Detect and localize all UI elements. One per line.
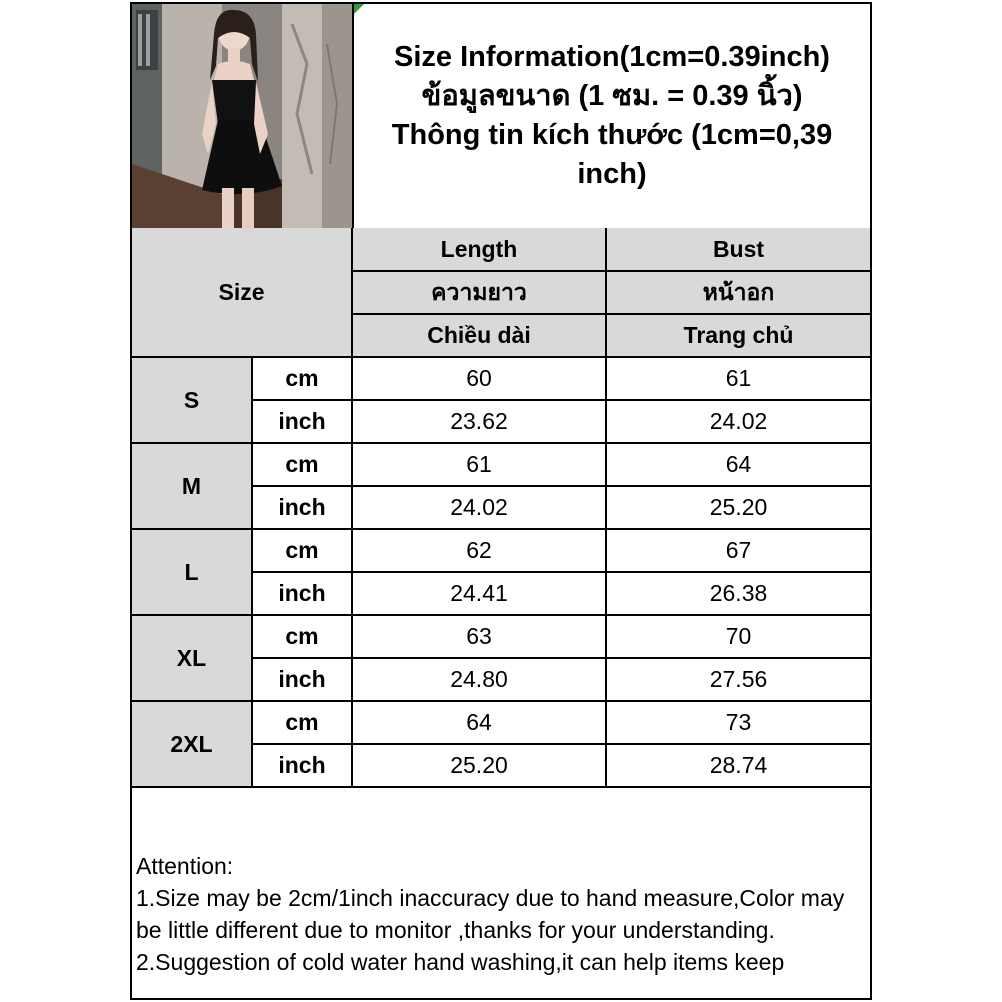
length-header-en: Length <box>352 228 606 271</box>
title-vietnamese: Thông tin kích thước (1cm=0,39 inch) <box>391 119 833 190</box>
bust-value: 64 <box>606 443 870 486</box>
unit-inch: inch <box>252 658 352 701</box>
attention-notes <box>132 844 870 978</box>
length-value: 23.62 <box>352 400 606 443</box>
length-header-th: ความยาว <box>352 271 606 314</box>
bust-value: 28.74 <box>606 744 870 787</box>
size-header-cell: Size <box>132 228 352 357</box>
length-value: 61 <box>352 443 606 486</box>
length-value: 60 <box>352 357 606 400</box>
table-row <box>132 701 870 744</box>
size-information-title <box>354 4 870 228</box>
table-row <box>132 443 870 486</box>
bust-value: 67 <box>606 529 870 572</box>
bust-value: 25.20 <box>606 486 870 529</box>
unit-inch: inch <box>252 572 352 615</box>
bust-value: 70 <box>606 615 870 658</box>
length-value: 63 <box>352 615 606 658</box>
size-label-l: L <box>132 529 252 615</box>
bust-header-en: Bust <box>606 228 870 271</box>
length-header-vi: Chiều dài <box>352 314 606 357</box>
unit-cm: cm <box>252 701 352 744</box>
unit-cm: cm <box>252 443 352 486</box>
length-value: 62 <box>352 529 606 572</box>
bust-value: 24.02 <box>606 400 870 443</box>
column-header-row-en <box>132 228 870 271</box>
attention-heading: Attention: <box>136 853 234 879</box>
size-table <box>132 228 870 788</box>
length-value: 24.02 <box>352 486 606 529</box>
unit-cm: cm <box>252 615 352 658</box>
model-in-black-dress-image <box>132 4 352 228</box>
length-value: 25.20 <box>352 744 606 787</box>
table-row <box>132 357 870 400</box>
unit-inch: inch <box>252 400 352 443</box>
bust-header-vi: Trang chủ <box>606 314 870 357</box>
unit-cm: cm <box>252 357 352 400</box>
unit-inch: inch <box>252 486 352 529</box>
size-label-s: S <box>132 357 252 443</box>
attention-note-1: 1.Size may be 2cm/1inch inaccuracy due to hand measure,Color may be little different due to monitor ,thanks for your understanding. <box>136 885 845 943</box>
bust-header-th: หน้าอก <box>606 271 870 314</box>
length-value: 24.80 <box>352 658 606 701</box>
product-photo <box>132 4 354 228</box>
size-label-m: M <box>132 443 252 529</box>
unit-cm: cm <box>252 529 352 572</box>
size-chart-sheet <box>130 2 872 1000</box>
bust-value: 27.56 <box>606 658 870 701</box>
title-thai: ข้อมูลขนาด (1 ซม. = 0.39 นิ้ว) <box>421 80 803 112</box>
title-english: Size Information(1cm=0.39inch) <box>394 41 830 73</box>
bust-value: 61 <box>606 357 870 400</box>
unit-inch: inch <box>252 744 352 787</box>
table-row <box>132 529 870 572</box>
header-section <box>132 4 870 230</box>
size-label-xl: XL <box>132 615 252 701</box>
length-value: 24.41 <box>352 572 606 615</box>
table-row <box>132 615 870 658</box>
attention-note-2: 2.Suggestion of cold water hand washing,it can help items keep <box>136 949 785 975</box>
length-value: 64 <box>352 701 606 744</box>
bust-value: 73 <box>606 701 870 744</box>
size-label-2xl: 2XL <box>132 701 252 787</box>
bust-value: 26.38 <box>606 572 870 615</box>
